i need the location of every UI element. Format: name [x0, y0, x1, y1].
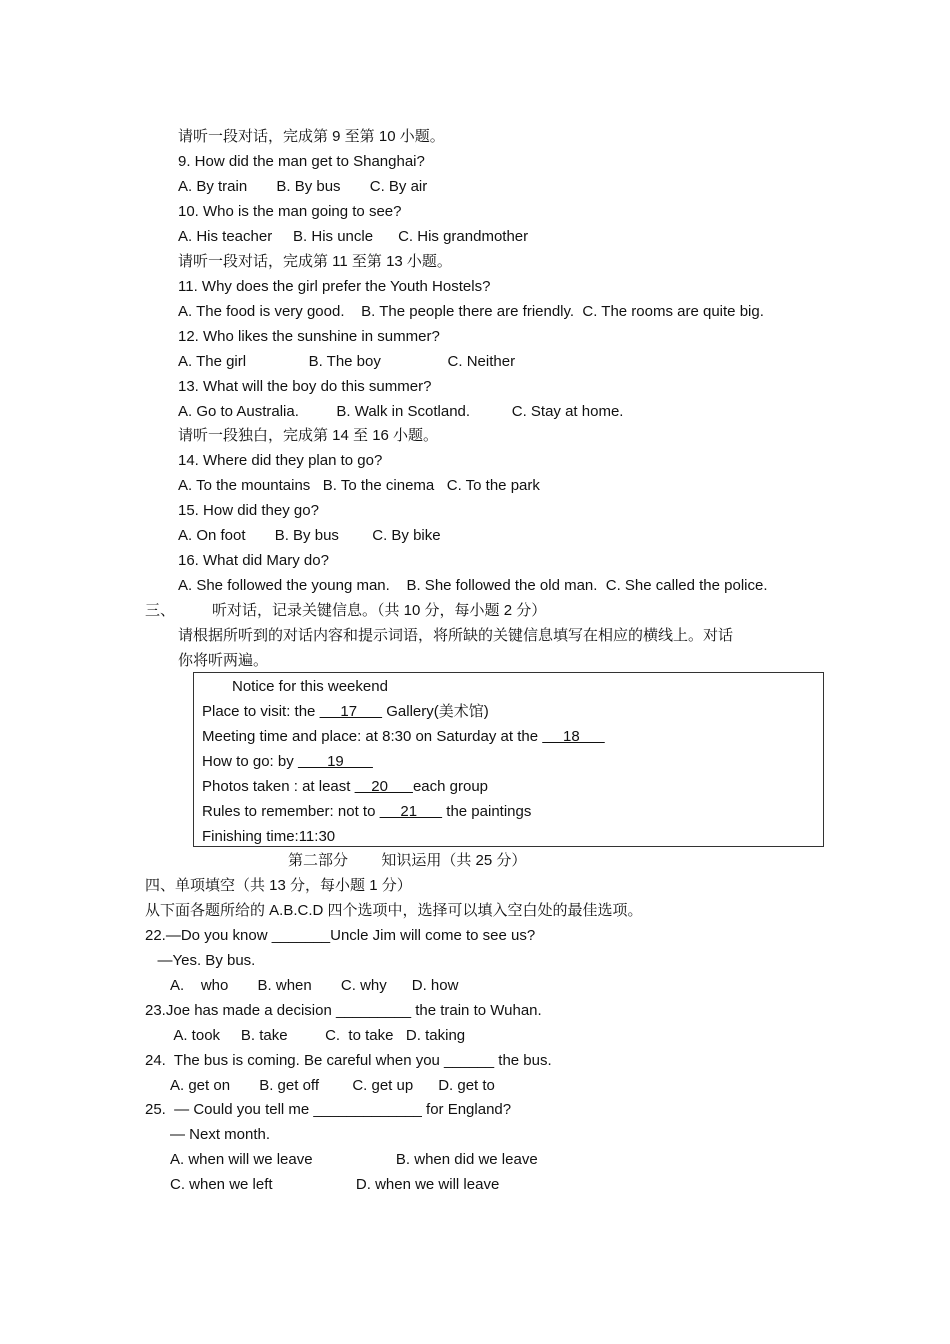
- question-22-options: A. who B. when C. why D. how: [170, 977, 459, 994]
- question-25: 25. — Could you tell me _____________ for England?: [145, 1101, 512, 1118]
- question-25-options-cd: C. when we left D. when we will leave: [170, 1176, 500, 1193]
- question-22-reply: —Yes. By bus.: [145, 952, 256, 969]
- question-16: 16. What did Mary do?: [178, 552, 329, 569]
- notice-title: Notice for this weekend: [232, 678, 388, 695]
- notice-label-21: Rules to remember: not to: [202, 803, 380, 820]
- notice-line-17: [202, 702, 489, 722]
- blank-17: 17: [319, 703, 383, 720]
- question-10-options: A. His teacher B. His uncle C. His grandmother: [178, 228, 529, 245]
- question-23-options: A. took B. take C. to take D. taking: [170, 1027, 466, 1044]
- instruction-9-10: 请听一段对话，完成第 9 至第 10 小题。: [178, 128, 445, 145]
- instruction-11-13: 请听一段对话，完成第 11 至第 13 小题。: [178, 253, 452, 270]
- question-9-options: A. By train B. By bus C. By air: [178, 178, 428, 195]
- section-four-heading: 四、单项填空（共 13 分，每小题 1 分）: [145, 877, 412, 894]
- blank-21: 21: [379, 803, 443, 820]
- section-three-heading: 听对话，记录关键信息。（共 10 分，每小题 2 分）: [212, 602, 547, 619]
- notice-label-17: Place to visit: the: [202, 703, 320, 720]
- question-12-options: A. The girl B. The boy C. Neither: [178, 353, 516, 370]
- question-13-options: A. Go to Australia. B. Walk in Scotland. C. Stay at home.: [178, 403, 624, 420]
- notice-label-19: How to go: by: [202, 753, 298, 770]
- question-11: 11. Why does the girl prefer the Youth Hostels?: [178, 278, 491, 295]
- question-24-options: A. get on B. get off C. get up D. get to: [170, 1077, 495, 1094]
- blank-18: 18: [542, 728, 605, 745]
- question-12: 12. Who likes the sunshine in summer?: [178, 328, 440, 345]
- question-23: 23.Joe has made a decision _________ the train to Wuhan.: [145, 1002, 542, 1019]
- question-24: 24. The bus is coming. Be careful when you ______ the bus.: [145, 1052, 552, 1069]
- section-three-instruction-line2: 你将听两遍。: [178, 652, 269, 669]
- question-14-options: A. To the mountains B. To the cinema C. To the park: [178, 477, 540, 494]
- blank-20: 20: [354, 778, 413, 795]
- part-two-heading: 第二部分 知识运用（共 25 分）: [288, 852, 527, 869]
- section-three-instruction-line1: 请根据所听到的对话内容和提示词语，将所缺的关键信息填写在相应的横线上。对话: [178, 627, 734, 644]
- question-22: 22.—Do you know _______Uncle Jim will come to see us?: [145, 927, 536, 944]
- question-14: 14. Where did they plan to go?: [178, 452, 383, 469]
- notice-suffix-20: each group: [412, 778, 489, 795]
- question-25-reply: — Next month.: [170, 1126, 271, 1143]
- section-four-instruction: 从下面各题所给的 A.B.C.D 四个选项中，选择可以填入空白处的最佳选项。: [145, 902, 643, 919]
- notice-finish-time: Finishing time:11:30: [202, 828, 336, 845]
- notice-line-19: [202, 752, 373, 772]
- question-15: 15. How did they go?: [178, 502, 319, 519]
- blank-19: 19: [297, 753, 373, 770]
- notice-suffix-21: the paintings: [442, 803, 532, 820]
- question-15-options: A. On foot B. By bus C. By bike: [178, 527, 441, 544]
- question-11-options: A. The food is very good. B. The people there are friendly. C. The rooms are quite big.: [178, 303, 764, 320]
- notice-line-20: [202, 777, 488, 797]
- section-three-number: 三、: [145, 602, 176, 619]
- question-13: 13. What will the boy do this summer?: [178, 378, 432, 395]
- notice-label-20: Photos taken : at least: [202, 778, 355, 795]
- notice-line-18: [202, 727, 605, 747]
- question-9: 9. How did the man get to Shanghai?: [178, 153, 425, 170]
- notice-label-18: Meeting time and place: at 8:30 on Saturday at the: [202, 728, 543, 745]
- notice-box: [193, 672, 824, 847]
- instruction-14-16: 请听一段独白，完成第 14 至 16 小题。: [178, 427, 439, 444]
- question-25-options-ab: A. when will we leave B. when did we leave: [170, 1151, 538, 1168]
- question-10: 10. Who is the man going to see?: [178, 203, 402, 220]
- question-16-options: A. She followed the young man. B. She followed the old man. C. She called the police.: [178, 577, 768, 594]
- notice-line-21: [202, 802, 531, 822]
- notice-suffix-17: Gallery(美术馆): [382, 703, 489, 720]
